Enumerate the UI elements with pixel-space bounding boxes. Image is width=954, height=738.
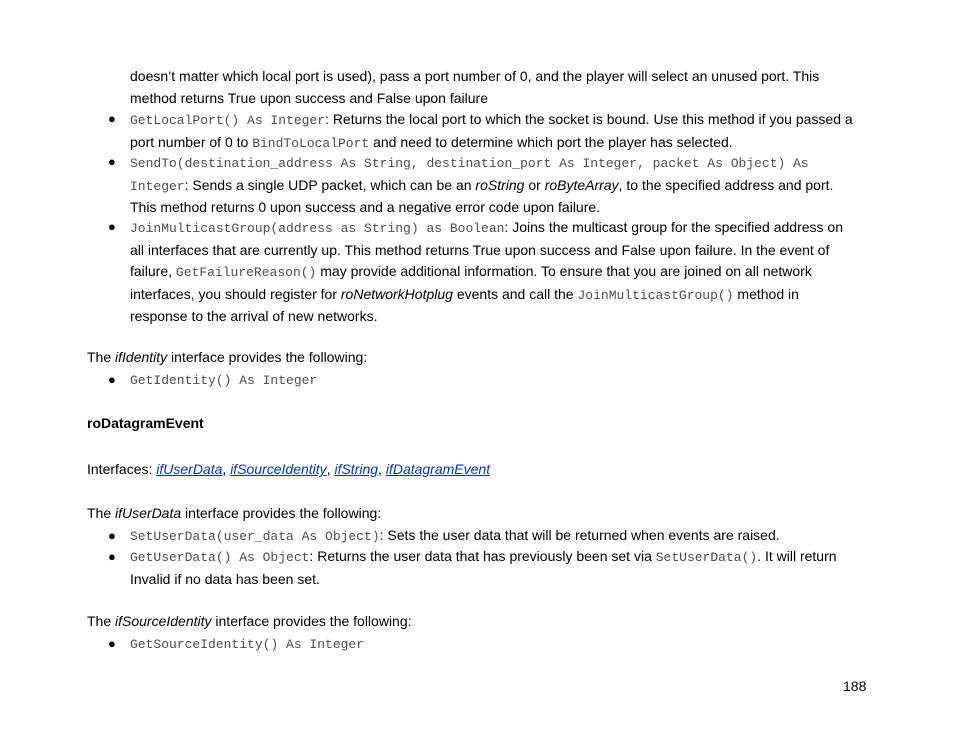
link-ifsourceidentity[interactable]: ifSourceIdentity [230, 461, 327, 477]
bullet-icon: ● [108, 111, 116, 126]
method-reference: BindToLocalPort [252, 135, 370, 151]
ifidentity-intro: The ifIdentity interface provides the following: [87, 349, 368, 365]
bullet-icon: ● [108, 154, 116, 169]
object-name: roByteArray [544, 176, 619, 193]
link-ifdatagramevent[interactable]: ifDatagramEvent [385, 461, 491, 477]
interface-name: ifUserData [115, 505, 182, 521]
bullet-getlocalport: GetLocalPort() As Integer: Returns the local port to which the socket is bound. Use this method if you passed a port number of 0 to BindToLocalPort and need to determine which port the player has selected. [130, 111, 853, 151]
intro-line-2: method returns True upon success and False upon failure [130, 89, 488, 106]
method-reference: JoinMulticastGroup() [577, 287, 734, 303]
object-name: roNetworkHotplug [340, 285, 453, 302]
interface-name: ifIdentity [115, 349, 168, 365]
method-signature: SetUserData(user_data As Object) [130, 529, 380, 544]
ifsourceidentity-intro: The ifSourceIdentity interface provides the following: [87, 613, 412, 629]
bullet-joinmulticastgroup: JoinMulticastGroup(address as String) as Boolean: Joins the multicast group for the specified address on all interfaces that are currently up. This method returns True upon success and False upon failure. In the event of failure, GetFailureReason() may provide additional information. To ensure that you are joined on all network interfaces, you should register for roNetworkHotplug events and call the JoinMulticastGroup() method in response to the arrival of new networks. [130, 219, 843, 325]
bullet-icon: ● [108, 636, 116, 651]
ifuserdata-intro: The ifUserData interface provides the following: [87, 505, 382, 521]
object-name: roString [475, 176, 525, 193]
method-signature: GetIdentity() As Integer [130, 373, 318, 388]
bullet-icon: ● [108, 219, 116, 234]
bullet-icon: ● [108, 549, 116, 564]
bullet-setuserdata: SetUserData(user_data As Object): Sets the user data that will be returned when events are raised. [130, 527, 780, 544]
method-signature: SendTo(destination_address As String, destination_port As Integer, packet As Object) As Integer [130, 156, 809, 194]
interfaces-line: Interfaces: ifUserData, ifSourceIdentity, ifString, ifDatagramEvent [87, 461, 491, 477]
page-number: 188 [843, 678, 867, 694]
bullet-getidentity [130, 369, 860, 392]
bullet-getsourceidentity [130, 633, 860, 656]
intro-paragraph [130, 66, 860, 109]
section-heading: roDatagramEvent [87, 415, 204, 431]
method-signature: GetSourceIdentity() As Integer [130, 637, 365, 652]
intro-line-1: doesn’t matter which local port is used), pass a port number of 0, and the player will select an unused port. This [130, 68, 820, 84]
link-ifuserdata[interactable]: ifUserData [156, 461, 223, 477]
bullet-getuserdata: GetUserData() As Object: Returns the user data that has previously been set via SetUserData(). It will return Invalid if no data has been set. [130, 548, 837, 587]
method-signature: GetLocalPort() As Integer [130, 113, 326, 128]
bullet-icon: ● [108, 528, 116, 543]
bullet-icon: ● [108, 372, 116, 387]
method-signature: JoinMulticastGroup(address as String) as Boolean [130, 221, 505, 236]
link-ifstring[interactable]: ifString [334, 461, 379, 477]
method-signature: GetUserData() As Object [130, 550, 310, 565]
method-reference: GetFailureReason() [175, 265, 317, 281]
bullet-sendto: SendTo(destination_address As String, destination_port As Integer, packet As Object) As Integer: Sends a single UDP packet, which can be an roString or roByteArray, to the specified address and port. This method returns 0 upon success and a negative error code upon failure. [130, 156, 834, 216]
interface-name: ifSourceIdentity [115, 613, 212, 629]
method-reference: SetUserData() [655, 550, 758, 565]
